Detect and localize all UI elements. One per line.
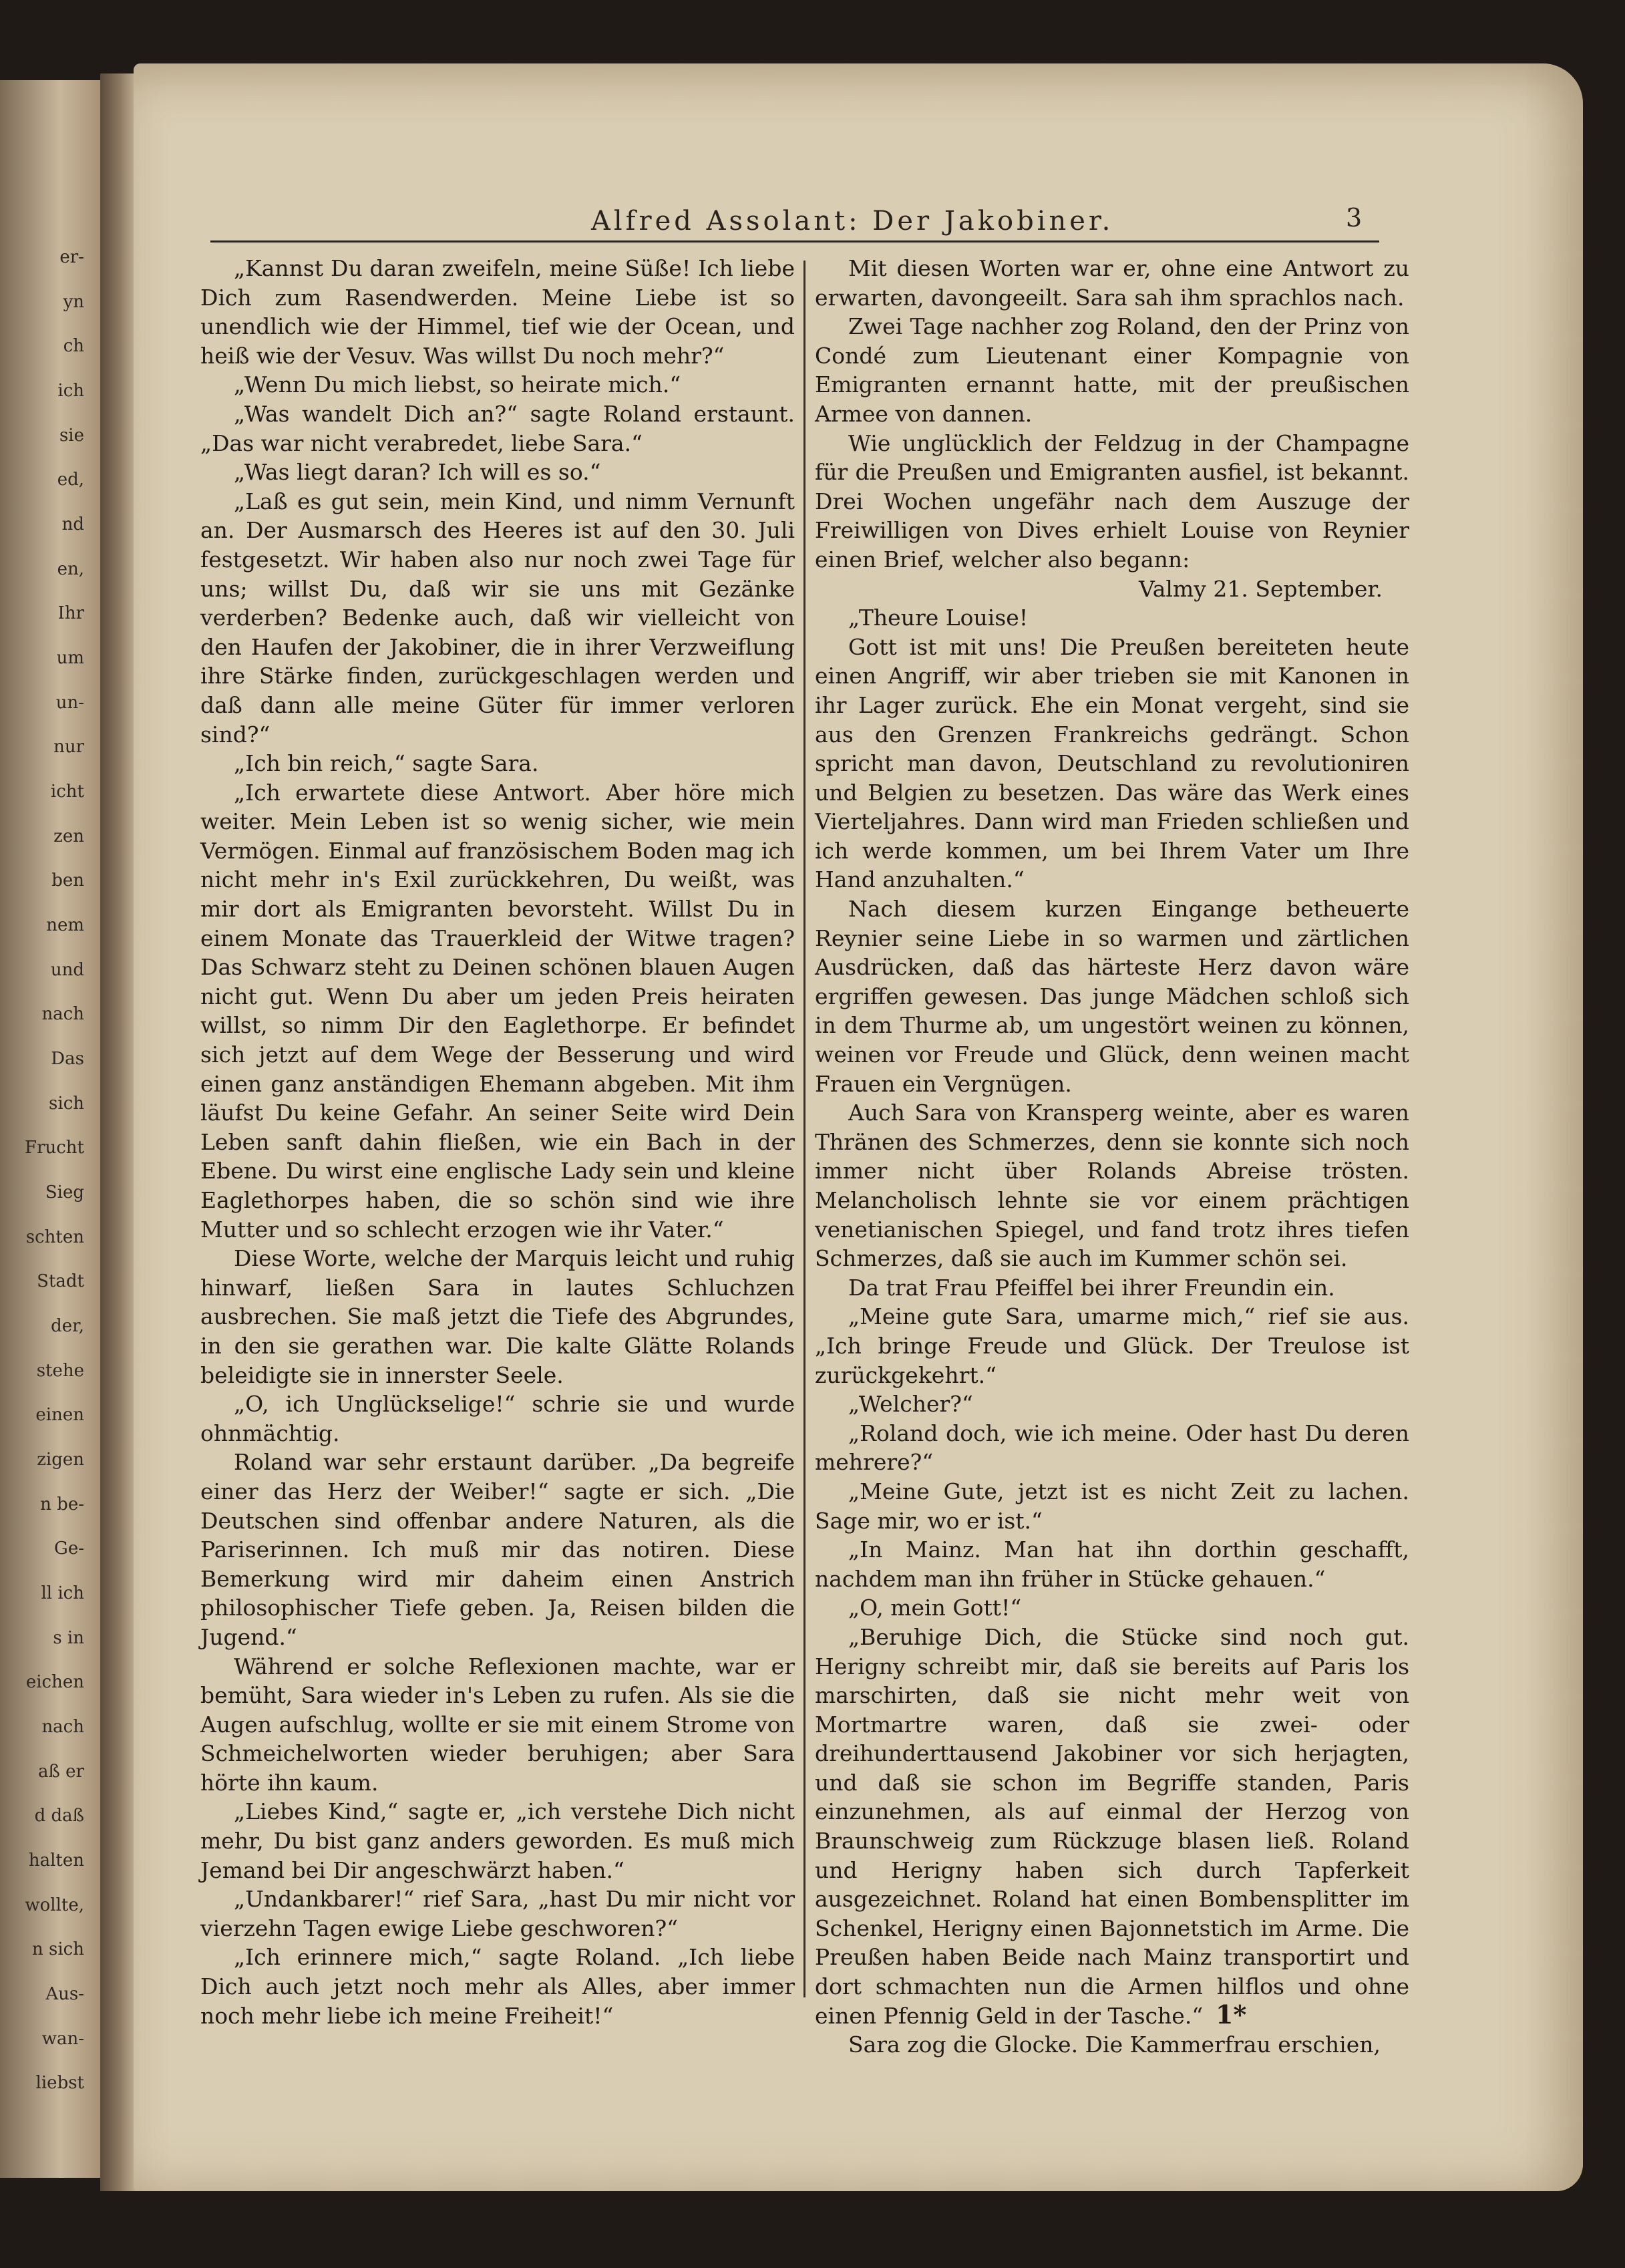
left-page-fragment: sie <box>59 425 84 446</box>
left-page-fragment: un- <box>55 692 84 713</box>
left-page-fragment: ben <box>51 870 84 891</box>
paragraph: „Undankbarer!“ rief Sara, „hast Du mir nicht vor vierzehn Tagen ewige Liebe geschworen?“ <box>200 1886 795 1941</box>
text-column-left <box>200 254 795 2030</box>
left-page-fragment: sich <box>49 1093 84 1114</box>
left-page-fragment: nur <box>53 737 84 758</box>
paragraph: „Liebes Kind,“ sagte er, „ich verstehe Dich nicht mehr, Du bist ganz anders geworden. Es muß mich Jemand bei Dir angeschwärzt haben.“ <box>200 1798 795 1883</box>
left-page-fragment: s in <box>53 1627 84 1648</box>
page-number: 3 <box>1346 203 1363 232</box>
left-page-fragment: nem <box>46 915 84 935</box>
paragraph: Wie unglücklich der Feldzug in der Champagne für die Preußen und Emigranten ausfiel, ist bekannt. Drei Wochen ungefähr nach dem Auszuge der Freiwilligen von Dives erhielt Louise von Reynier einen Brief, welcher also begann: <box>815 430 1409 573</box>
signature-mark: 1* <box>1216 1999 1247 2030</box>
left-page-fragment: n be- <box>40 1494 84 1514</box>
paragraph: Auch Sara von Kransperg weinte, aber es waren Thränen des Schmerzes, denn sie konnte sich noch immer nicht über Rolands Abreise trösten. Melancholisch lehnte sie vor einem prächtigen venetianischen Spiegel, und fand trotz ihres tiefen Schmerzes, daß sie auch im Kummer schön sei. <box>815 1100 1409 1272</box>
left-page-fragment: wan- <box>41 2028 84 2049</box>
paragraph: „Beruhige Dich, die Stücke sind noch gut. Herigny schreibt mir, daß sie bereits auf Paris los marschirten, daß sie nicht mehr weit von Mortmartre waren, daß sie zwei- oder dreihunderttausend Jakobiner vor sich herjagten, und daß sie schon im Begriffe standen, Paris einzunehmen, als auf einmal der Herzog von Braunschweig zum Rückzuge blasen ließ. Roland und Herigny haben sich durch Tapferkeit ausgezeichnet. Roland hat einen Bombensplitter im Schenkel, Herigny einen Bajonnetstich im Arme. Die Preußen haben Beide nach Mainz transportirt und dort schmachten nun die Armen hilflos und ohne einen Pfennig Geld in der Tasche.“ <box>815 1623 1409 2029</box>
left-page-fragment: schten <box>25 1227 84 1247</box>
paragraph: „In Mainz. Man hat ihn dorthin geschafft, nachdem man ihn früher in Stücke gehauen.“ <box>815 1536 1409 1592</box>
left-page-fragment: Sieg <box>45 1182 84 1202</box>
paragraph: Gott ist mit uns! Die Preußen bereiteten heute einen Angriff, wir aber trieben sie mit Kanonen in ihr Lager zurück. Ehe ein Monat vergeht, sind sie aus den Grenzen Frankreichs gedrängt. Schon spricht man davon, Deutschland zu revolutioniren und Belgien zu besetzen. Das wäre das Werk eines Vierteljahres. Dann wird man Frieden schließen und ich werde kommen, um bei Ihrem Vater um Ihre Hand anzuhalten.“ <box>815 633 1409 893</box>
paragraph: Diese Worte, welche der Marquis leicht und ruhig hinwarf, ließen Sara in lautes Schluchzen ausbrechen. Sie maß jetzt die Tiefe des Abgrundes, in den sie gerathen war. Die kalte Glätte Rolands beleidigte sie in innerster Seele. <box>200 1245 795 1388</box>
paragraph: „Was wandelt Dich an?“ sagte Roland erstaunt. „Das war nicht verabredet, liebe Sara.“ <box>200 400 795 456</box>
left-page-fragment: er- <box>59 247 84 267</box>
paragraph: Roland war sehr erstaunt darüber. „Da begreife einer das Herz der Weiber!“ sagte er sich. „Die Deutschen sind offenbar andere Naturen, als die Pariserinnen. Ich muß mir das notiren. Diese Bemerkung wird mir daheim einen Anstrich philosophischer Tiefe geben. Ja, Reisen bilden die Jugend.“ <box>200 1449 795 1650</box>
left-page-fragment: stehe <box>36 1360 84 1381</box>
left-page-fragment: ch <box>63 336 84 357</box>
paragraph: „Welcher?“ <box>848 1391 973 1418</box>
left-page-fragment: um <box>56 648 84 668</box>
left-page-fragment: ed, <box>57 470 84 490</box>
left-page-fragment: zigen <box>37 1450 84 1470</box>
paragraph: „Ich bin reich,“ sagte Sara. <box>234 750 539 777</box>
left-page-fragment: liebst <box>35 2073 84 2094</box>
paragraph: Valmy 21. September. <box>1138 575 1383 602</box>
paragraph: „O, mein Gott!“ <box>848 1595 1022 1621</box>
left-page-fragment: d daß <box>34 1806 84 1826</box>
column-divider <box>803 261 805 1997</box>
paragraph: „Meine Gute, jetzt ist es nicht Zeit zu lachen. Sage mir, wo er ist.“ <box>815 1478 1409 1534</box>
left-page-fragment: ich <box>57 381 84 401</box>
paragraph: „Was liegt daran? Ich will es so.“ <box>234 459 601 486</box>
left-page-fragment: und <box>50 959 84 980</box>
paragraph: „Roland doch, wie ich meine. Oder hast Du deren mehrere?“ <box>815 1420 1409 1476</box>
paragraph: Da trat Frau Pfeiffel bei ihrer Freundin ein. <box>848 1274 1335 1301</box>
left-page-fragment: eichen <box>25 1672 84 1693</box>
left-page-fragment: Frucht <box>25 1138 84 1158</box>
paragraph: „Laß es gut sein, mein Kind, und nimm Vernunft an. Der Ausmarsch des Heeres ist auf den 30. Juli festgesetzt. Wir haben also nur noch zwei Tage für uns; willst Du, daß wir sie uns mit Gezänke verderben? Bedenke auch, daß wir vielleicht von den Haufen der Jakobiner, die in ihrer Verzweiflung ihre Stärke finden, zurückgeschlagen werden und daß dann alle meine Güter für immer verloren sind?“ <box>200 488 795 748</box>
left-page-fragment: n sich <box>32 1939 84 1960</box>
left-page-fragment: Ihr <box>57 603 84 624</box>
left-page-fragment: Aus- <box>45 1984 84 2004</box>
paragraph: „O, ich Unglückselige!“ schrie sie und wurde ohnmächtig. <box>200 1391 795 1446</box>
left-page-fragment: wollte, <box>25 1895 84 1915</box>
paragraph: Mit diesen Worten war er, ohne eine Antwort zu erwarten, davongeeilt. Sara sah ihm sprachlos nach. <box>815 255 1409 311</box>
header-rule <box>210 240 1379 242</box>
left-page-fragment: ll ich <box>41 1583 84 1603</box>
left-page-fragment: zen <box>53 826 84 846</box>
left-page-fragment: Stadt <box>37 1271 84 1292</box>
left-page-fragment: en, <box>57 558 84 579</box>
left-page-edge <box>0 80 100 2178</box>
paragraph: „Kannst Du daran zweifeln, meine Süße! Ich liebe Dich zum Rasendwerden. Meine Liebe ist so unendlich wie der Himmel, tief wie der Ocean, und heiß wie der Vesuv. Was willst Du noch mehr?“ <box>200 255 795 369</box>
left-page-fragment: halten <box>28 1850 84 1871</box>
paragraph: Nach diesem kurzen Eingange betheuerte Reynier seine Liebe in so warmen und zärtlichen Ausdrücken, daß das härteste Herz davon wäre ergriffen gewesen. Das junge Mädchen schloß sich in dem Thurme ab, um ungestört weinen zu können, weinen vor Freude und Glück, denn weinen macht Frauen ein Vergnügen. <box>815 896 1409 1097</box>
left-page-fragment: yn <box>63 291 84 312</box>
left-page-fragment: nach <box>41 1717 84 1737</box>
text-column-right <box>815 254 1409 2060</box>
paragraph: „Wenn Du mich liebst, so heirate mich.“ <box>234 371 681 398</box>
left-page-fragment: nach <box>41 1004 84 1025</box>
paragraph: „Theure Louise! <box>848 605 1029 631</box>
paragraph: Zwei Tage nachher zog Roland, den der Prinz von Condé zum Lieutenant einer Kompagnie von Emigranten ernannt hatte, mit der preußischen Armee von dannen. <box>815 313 1409 427</box>
left-page-fragment: nd <box>61 514 84 534</box>
left-page-fragment: Das <box>51 1049 84 1069</box>
paragraph: „Meine gute Sara, umarme mich,“ rief sie aus. „Ich bringe Freude und Glück. Der Treulose ist zurückgekehrt.“ <box>815 1303 1409 1388</box>
paragraph: „Ich erwartete diese Antwort. Aber höre mich weiter. Mein Leben ist so wenig sicher, wie mein Vermögen. Einmal auf französischem Boden mag ich nicht mehr in's Exil zurückkehren, Du weißt, was mir dort als Emigranten bevorsteht. Willst Du in einem Monate das Trauerkleid der Witwe tragen? Das Schwarz steht zu Deinen schönen blauen Augen nicht gut. Wenn Du aber um jeden Preis heiraten willst, so nimm Dir den Eaglethorpe. Er befindet sich jetzt auf dem Wege der Besserung und wird einen ganz anständigen Ehemann abgeben. Mit ihm läufst Du keine Gefahr. An seiner Seite wird Dein Leben sanft dahin fließen, wie ein Bach in der Ebene. Du wirst eine englische Lady sein und kleine Eaglethorpes haben, die so schön sind wie ihre Mutter und so schlecht erzogen wie ihr Vater.“ <box>200 779 795 1243</box>
running-title: Alfred Assolant: Der Jakobiner. <box>591 206 1114 236</box>
paragraph: Sara zog die Glocke. Die Kammerfrau erschien, <box>848 2032 1381 2058</box>
paragraph: Während er solche Reflexionen machte, war er bemüht, Sara wieder in's Leben zu rufen. Als sie die Augen aufschlug, wollte er sie mit einem Strome von Schmeichelworten wieder beruhigen; aber Sara hörte ihn kaum. <box>200 1653 795 1796</box>
page-header <box>197 200 1399 240</box>
left-page-fragment: einen <box>35 1405 84 1426</box>
paragraph: „Ich erinnere mich,“ sagte Roland. „Ich liebe Dich auch jetzt noch mehr als Alles, aber immer noch mehr liebe ich meine Freiheit!“ <box>200 1944 795 2029</box>
left-page-fragment: aß er <box>38 1761 84 1782</box>
left-page-fragment: Ge- <box>54 1538 84 1559</box>
left-page-fragment: der, <box>51 1316 84 1336</box>
left-page-fragment: icht <box>50 782 84 802</box>
